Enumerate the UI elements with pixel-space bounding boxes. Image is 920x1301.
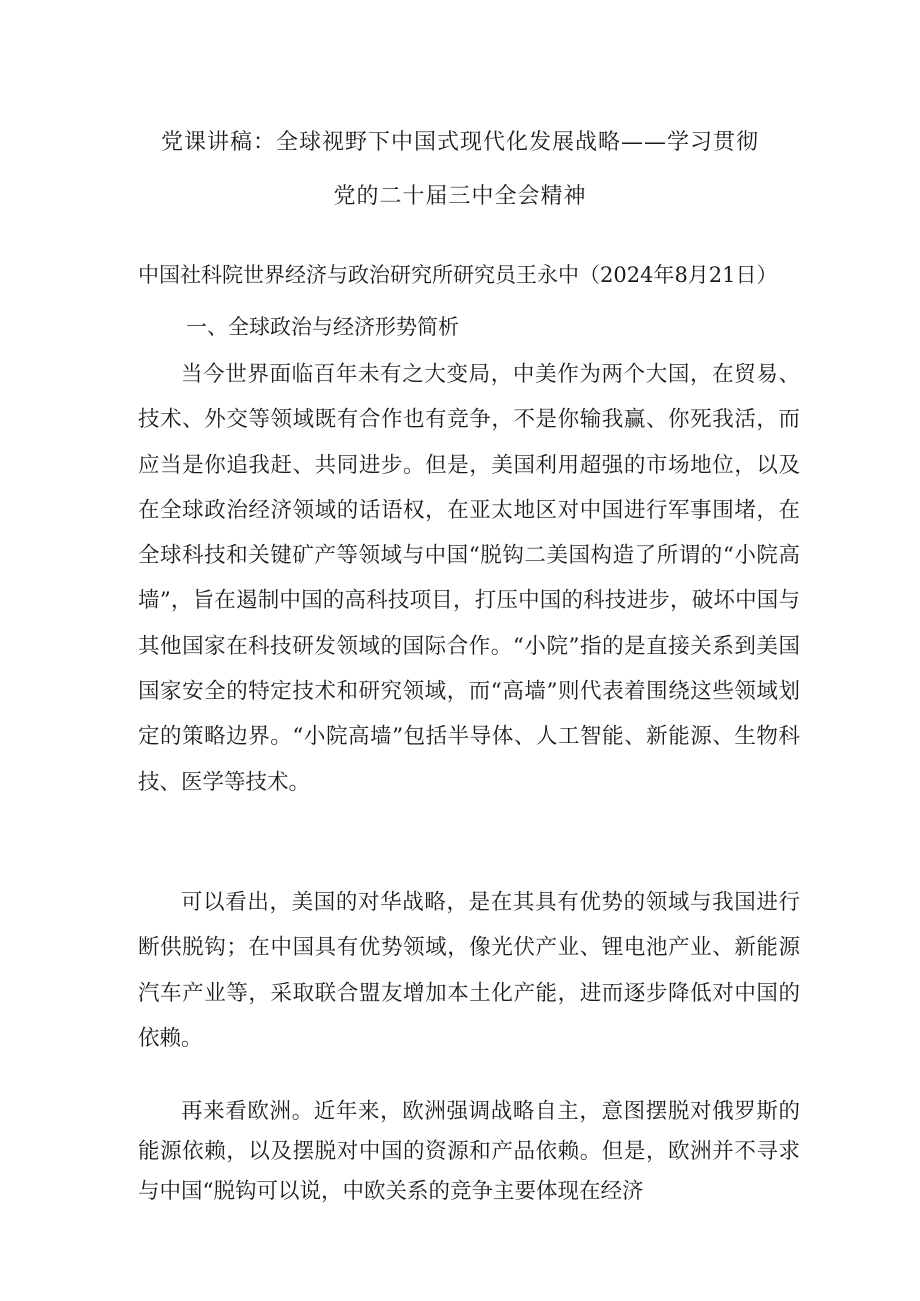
paragraph-2: 可以看出，美国的对华战略，是在其具有优势的领域与我国进行断供脱钩；在中国具有优势领域，像光伏产业、锂电池产业、新能源汽车产业等，采取联合盟友增加本土化产能，进而逐步降低对中国的依赖。 (138, 890, 800, 1051)
paragraph-3: 再来看欧洲。近年来，欧洲强调战略自主，意图摆脱对俄罗斯的能源依赖，以及摆脱对中国的资源和产品依赖。但是，欧洲并不寻求与中国“脱钩可以说，中欧关系的竞争主要体现在经济 (138, 1099, 800, 1204)
document-title-line-1: 党课讲稿：全球视野下中国式现代化发展战略——学习贯彻 (160, 130, 759, 155)
section-heading: 一、全球政治与经济形势简析 (186, 315, 459, 339)
paragraph-1: 当今世界面临百年未有之大变局，中美作为两个大国，在贸易、技术、外交等领域既有合作也有竞争，不是你输我赢、你死我活，而应当是你追我赶、共同进步。但是，美国利用超强的市场地位，以及在全球政治经济领域的话语权，在亚太地区对中国进行军事围堵，在全球科技和关键矿产等领域与中国“脱钩二美国构造了所谓的“小院高墙”，旨在遏制中国的高科技项目，打压中国的科技进步，破坏中国与其他国家在科技研发领域的国际合作。“小院”指的是直接关系到美国国家安全的特定技术和研究领域，而“高墙”则代表着围绕这些领域划定的策略边界。“小院高墙”包括半导体、人工智能、新能源、生物科技、医学等技术。 (138, 362, 800, 795)
author-byline: 中国社科院世界经济与政治研究所研究员王永中（2024年8月21日） (138, 263, 778, 287)
document-title-line-2: 党的二十届三中全会精神 (333, 184, 587, 209)
